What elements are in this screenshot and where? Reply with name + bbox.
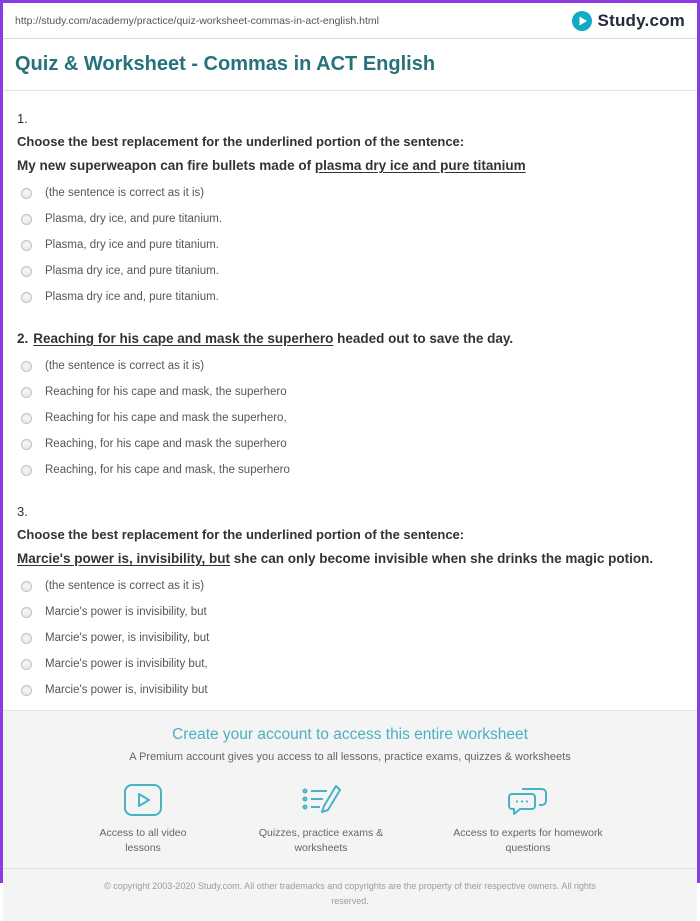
- radio-button[interactable]: [21, 633, 32, 644]
- answer-option[interactable]: [21, 606, 683, 618]
- footer-subheading: A Premium account gives you access to all lessons, practice exams, quizzes & worksheets: [129, 751, 571, 763]
- benefit-expert-help: [453, 783, 603, 856]
- option-label: Marcie's power is invisibility but,: [45, 658, 208, 670]
- question-1: [17, 111, 683, 303]
- radio-button[interactable]: [21, 361, 32, 372]
- option-label: Reaching for his cape and mask the superhero,: [45, 412, 287, 424]
- radio-button[interactable]: [21, 413, 32, 424]
- answer-option[interactable]: [21, 187, 683, 199]
- radio-button[interactable]: [21, 214, 32, 225]
- benefit-video-lessons: [97, 783, 189, 856]
- answer-option[interactable]: [21, 386, 683, 398]
- question-number: 2.: [17, 331, 29, 346]
- question-number: 1.: [17, 111, 28, 126]
- radio-button[interactable]: [21, 266, 32, 277]
- radio-button[interactable]: [21, 607, 32, 618]
- benefit-quizzes-worksheets: [241, 783, 401, 856]
- answer-option[interactable]: [21, 438, 683, 450]
- sentence-post: she can only become invisible when she drinks the magic potion.: [230, 551, 654, 566]
- option-label: (the sentence is correct as it is): [45, 187, 205, 199]
- answer-option[interactable]: [21, 265, 683, 277]
- option-label: Plasma, dry ice, and pure titanium.: [45, 213, 223, 225]
- title-section: [3, 39, 697, 91]
- sentence-underlined: Marcie's power is, invisibility, but: [17, 551, 231, 566]
- sentence-underlined: plasma dry ice and pure titanium: [314, 158, 526, 173]
- studycom-logo[interactable]: [571, 10, 685, 32]
- radio-button[interactable]: [21, 581, 32, 592]
- radio-button[interactable]: [21, 439, 32, 450]
- radio-button[interactable]: [21, 465, 32, 476]
- question-number: 3.: [17, 504, 28, 519]
- answer-option[interactable]: [21, 360, 683, 372]
- footer-heading[interactable]: Create your account to access this entire worksheet: [172, 726, 528, 743]
- answer-options: [17, 580, 683, 696]
- quiz-worksheet-icon: [300, 783, 342, 817]
- answer-option[interactable]: [21, 658, 683, 670]
- sentence-pre: My new superweapon can fire bullets made of: [17, 158, 315, 173]
- copyright-notice: © copyright 2003-2020 Study.com. All other trademarks and copyrights are the property of their respective owners. All rights reserved.: [3, 868, 697, 921]
- answer-option[interactable]: [21, 684, 683, 696]
- benefit-label: Access to all video lessons: [99, 827, 187, 855]
- radio-button[interactable]: [21, 387, 32, 398]
- benefit-label: Access to experts for homework questions: [453, 827, 603, 855]
- question-sentence: [17, 551, 683, 566]
- question-prompt: Choose the best replacement for the underlined portion of the sentence:: [17, 134, 465, 149]
- question-sentence: [17, 331, 683, 346]
- option-label: Marcie's power, is invisibility, but: [45, 632, 210, 644]
- benefits-row: [3, 783, 697, 856]
- logo-text: [598, 11, 685, 31]
- question-prompt: Choose the best replacement for the underlined portion of the sentence:: [17, 527, 465, 542]
- answer-options: [17, 187, 683, 303]
- option-label: Reaching, for his cape and mask the superhero: [45, 438, 287, 450]
- option-label: (the sentence is correct as it is): [45, 580, 205, 592]
- play-circle-icon: [571, 10, 593, 32]
- radio-button[interactable]: [21, 240, 32, 251]
- radio-button[interactable]: [21, 292, 32, 303]
- expert-chat-icon: [506, 783, 550, 817]
- option-label: Reaching for his cape and mask, the superhero: [45, 386, 287, 398]
- benefit-label: Quizzes, practice exams & worksheets: [258, 827, 384, 855]
- page-url[interactable]: http://study.com/academy/practice/quiz-worksheet-commas-in-act-english.html: [15, 14, 379, 27]
- answer-option[interactable]: [21, 213, 683, 225]
- sentence-underlined: Reaching for his cape and mask the superhero: [33, 331, 334, 346]
- logo-suffix: .com: [644, 10, 685, 30]
- option-label: Marcie's power is invisibility, but: [45, 606, 207, 618]
- signup-footer: [3, 710, 697, 921]
- page-title: Quiz & Worksheet - Commas in ACT English: [15, 53, 436, 75]
- radio-button[interactable]: [21, 188, 32, 199]
- answer-options: [17, 360, 683, 476]
- question-2: [17, 331, 683, 476]
- answer-option[interactable]: [21, 580, 683, 592]
- option-label: Reaching, for his cape and mask, the superhero: [45, 464, 290, 476]
- answer-option[interactable]: [21, 632, 683, 644]
- question-sentence: [17, 158, 683, 173]
- sentence-post: headed out to save the day.: [333, 331, 514, 346]
- option-label: Plasma dry ice and, pure titanium.: [45, 291, 219, 303]
- answer-option[interactable]: [21, 291, 683, 303]
- option-label: Marcie's power is, invisibility but: [45, 684, 208, 696]
- option-label: Plasma dry ice, and pure titanium.: [45, 265, 219, 277]
- option-label: Plasma, dry ice and pure titanium.: [45, 239, 219, 251]
- quiz-content: [3, 91, 697, 710]
- answer-option[interactable]: [21, 412, 683, 424]
- option-label: (the sentence is correct as it is): [45, 360, 205, 372]
- answer-option[interactable]: [21, 464, 683, 476]
- radio-button[interactable]: [21, 659, 32, 670]
- logo-brand: Study: [597, 10, 645, 30]
- top-bar: [3, 3, 697, 39]
- radio-button[interactable]: [21, 685, 32, 696]
- answer-option[interactable]: [21, 239, 683, 251]
- video-lessons-icon: [123, 783, 163, 817]
- question-3: [17, 504, 683, 696]
